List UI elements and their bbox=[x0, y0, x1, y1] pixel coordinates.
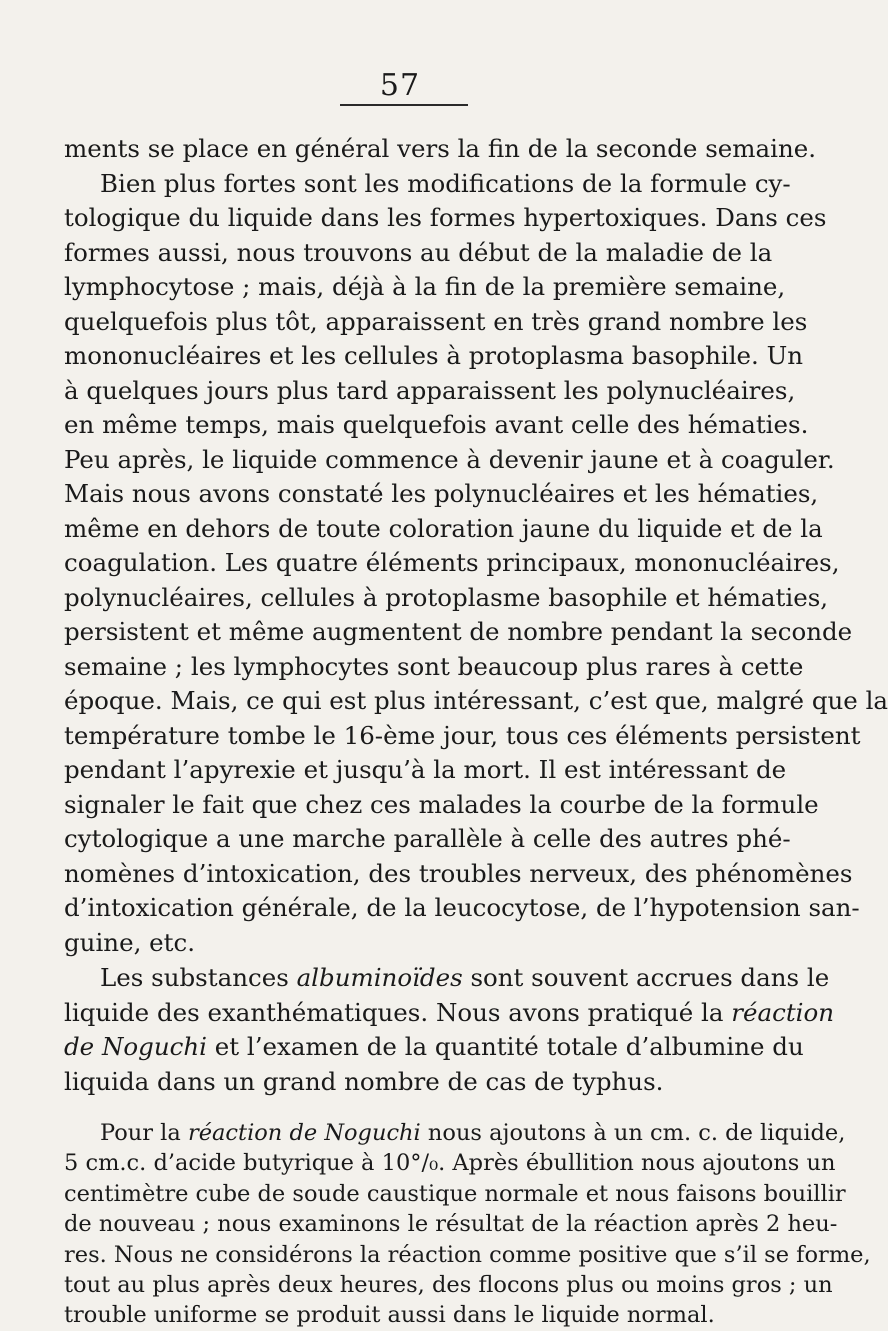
text-line: de nouveau ; nous examinons le résultat de la réaction après 2 heu- bbox=[64, 1211, 838, 1238]
text-line: res. Nous ne considérons la réaction comme positive que s’il se forme, bbox=[64, 1241, 871, 1268]
paragraph-albuminoides bbox=[64, 961, 835, 1099]
text-line: tout au plus après deux heures, des flocons plus ou moins gros ; un bbox=[64, 1271, 833, 1298]
text-line: polynucléaires, cellules à protoplasme basophile et hématies, bbox=[64, 582, 829, 612]
text-line: nomènes d’intoxication, des troubles nerveux, des phénomènes bbox=[64, 858, 853, 888]
text-line: de Noguchi et l’examen de la quantité totale d’albumine du bbox=[64, 1032, 804, 1061]
text-line: liquide des exanthématiques. Nous avons pratiqué la réaction bbox=[64, 997, 835, 1027]
paragraph-reaction-noguchi-method bbox=[64, 1118, 871, 1331]
text-line: d’intoxication générale, de la leucocytose, de l’hypotension san- bbox=[64, 893, 860, 922]
text-line: quelquefois plus tôt, apparaissent en très grand nombre les bbox=[64, 306, 808, 336]
text-line: centimètre cube de soude caustique normale et nous faisons bouillir bbox=[64, 1180, 846, 1207]
text-line: époque. Mais, ce qui est plus intéressant, c’est que, malgré que la bbox=[64, 686, 888, 715]
text-line: température tombe le 16-ème jour, tous ces éléments persistent bbox=[64, 720, 861, 750]
text-line: guine, etc. bbox=[64, 927, 196, 957]
text-line: Peu après, le liquide commence à devenir jaune et à coaguler. bbox=[64, 444, 835, 474]
text-line: lymphocytose ; mais, déjà à la fin de la première semaine, bbox=[64, 272, 786, 301]
text-line: en même temps, mais quelquefois avant celle des hématies. bbox=[64, 410, 809, 439]
text-line: formes aussi, nous trouvons au début de la maladie de la bbox=[64, 237, 773, 267]
paragraph-formule-cytologique bbox=[64, 132, 888, 960]
text-line: signaler le fait que chez ces malades la courbe de la formule bbox=[64, 789, 819, 819]
page-number: 57 bbox=[379, 68, 421, 103]
text-line: même en dehors de toute coloration jaune du liquide et de la bbox=[64, 513, 823, 543]
text-line: persistent et même augmentent de nombre pendant la seconde bbox=[64, 617, 853, 646]
text-line: à quelques jours plus tard apparaissent les polynucléaires, bbox=[64, 375, 796, 405]
header-rule bbox=[340, 104, 468, 106]
text-line: trouble uniforme se produit aussi dans le liquide normal. bbox=[64, 1302, 715, 1329]
text-line: ments se place en général vers la fin de la seconde semaine. bbox=[64, 134, 817, 163]
text-line: Mais nous avons constaté les polynucléaires et les hématies, bbox=[64, 479, 819, 508]
text-line: mononucléaires et les cellules à protoplasma basophile. Un bbox=[64, 341, 804, 370]
text-line: liquida dans un grand nombre de cas de typhus. bbox=[64, 1066, 664, 1096]
text-line: Bien plus fortes sont les modifications de la formule cy- bbox=[100, 168, 791, 198]
text-line: 5 cm.c. d’acide butyrique à 10°/₀. Après ébullition nous ajoutons un bbox=[64, 1150, 836, 1177]
text-line: cytologique a une marche parallèle à celle des autres phé- bbox=[64, 824, 791, 853]
text-line: semaine ; les lymphocytes sont beaucoup plus rares à cette bbox=[64, 651, 804, 681]
text-line: tologique du liquide dans les formes hypertoxiques. Dans ces bbox=[64, 203, 827, 232]
text-line: Les substances albuminoïdes sont souvent accrues dans le bbox=[100, 963, 830, 992]
text-line: coagulation. Les quatre éléments principaux, mononucléaires, bbox=[64, 548, 840, 577]
text-line: Pour la réaction de Noguchi nous ajoutons à un cm. c. de liquide, bbox=[100, 1120, 846, 1146]
text-line: pendant l’apyrexie et jusqu’à la mort. Il est intéressant de bbox=[64, 755, 787, 784]
